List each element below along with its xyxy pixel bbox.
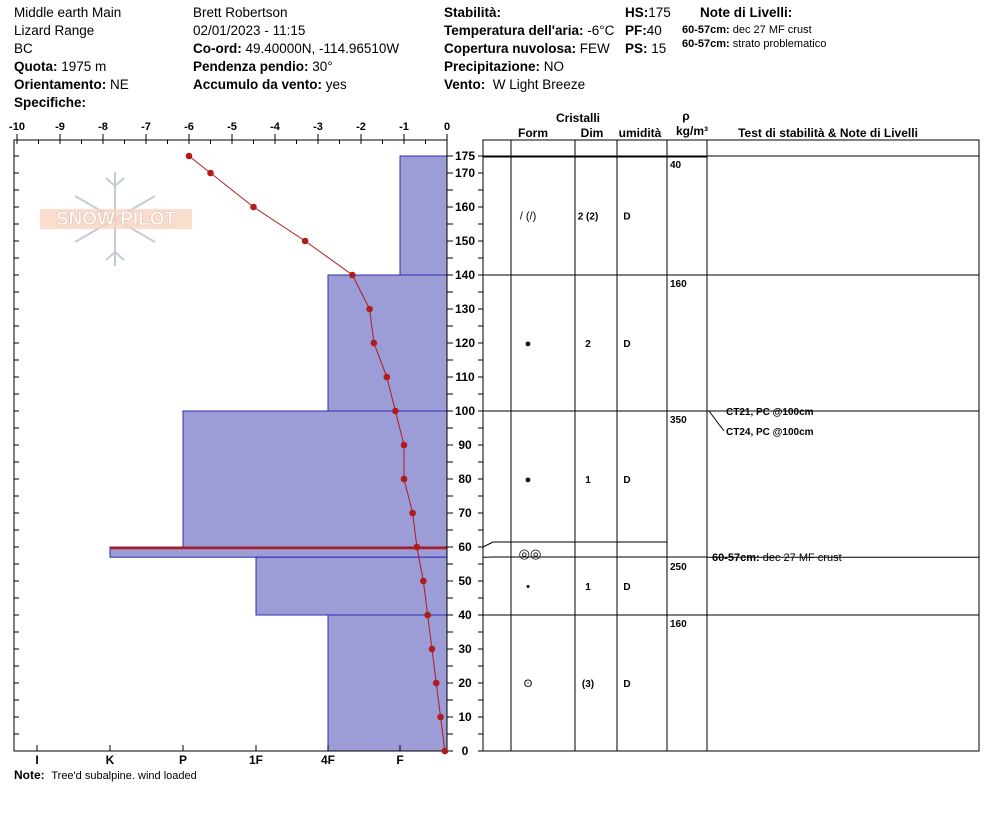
snowpilot-watermark [40, 172, 192, 266]
precip-label: Precipitazione: [444, 59, 541, 74]
rho-header: ρ [682, 109, 690, 123]
hardness-bar [183, 411, 447, 547]
grain-size: (3) [581, 679, 595, 690]
hardness-tick-label: 1F [248, 753, 264, 767]
height-tick-label: 110 [455, 370, 475, 384]
temp-tick-label: -1 [399, 121, 409, 133]
height-tick-label: 140 [454, 268, 476, 282]
height-tick-label: 10 [458, 710, 472, 724]
elevation-label: Quota: [14, 59, 58, 74]
wind-value: W Light Breeze [492, 77, 586, 92]
density-value: 160 [670, 619, 687, 630]
temp-tick-label: -9 [55, 121, 65, 133]
layer-note-value: dec 27 MF crust [762, 552, 842, 564]
pf-value: 40 [646, 23, 662, 38]
footer-note [14, 766, 197, 785]
hardness-bars [110, 156, 447, 751]
height-tick-label: 0 [461, 744, 469, 758]
hs-value: 175 [648, 5, 671, 20]
temperature-point [371, 340, 378, 347]
range: Lizard Range [14, 23, 95, 38]
footer-note-label: Note: [14, 768, 45, 782]
cloud-label: Copertura nuvolosa: [444, 41, 577, 56]
ps-label: PS: [625, 41, 648, 56]
layer-table-columns [483, 140, 707, 751]
note1-key: 60-57cm: [682, 24, 730, 36]
temperature-point [384, 374, 391, 381]
height-tick-label: 80 [458, 472, 472, 486]
grain-form-symbol: ◎◎ [518, 546, 542, 561]
tests-header: Test di stabilità & Note di Livelli [738, 126, 918, 140]
temp-tick-label: -2 [356, 121, 366, 133]
air-temp-value: -6°C [587, 23, 615, 38]
moisture-value: D [623, 339, 631, 350]
moisture-header: umidità [618, 126, 662, 140]
height-tick-label: 160 [454, 200, 476, 214]
temperature-axis [9, 121, 450, 144]
temperature-point [414, 544, 421, 551]
temperature-point [392, 408, 399, 415]
temperature-point [437, 714, 444, 721]
density-value: 40 [670, 160, 682, 171]
stability-label: Stabilità: [444, 5, 502, 20]
grain-size: 1 [585, 582, 591, 594]
grain-form-symbol: • [526, 581, 530, 594]
height-tick-label: 120 [454, 336, 476, 350]
wind-loading-label: Accumulo da vento: [193, 77, 323, 92]
pf-label: PF: [625, 23, 647, 38]
observer: Brett Robertson [193, 5, 288, 20]
layer-table-rows [483, 156, 979, 690]
density-value: 250 [670, 562, 687, 573]
temp-tick-label: -8 [98, 121, 108, 133]
datetime: 02/01/2023 - 11:15 [193, 23, 306, 38]
height-tick-label: 90 [458, 438, 472, 452]
hardness-tick-label: F [396, 753, 404, 767]
height-tick-label: 170 [454, 166, 476, 180]
slope-value: 30° [312, 59, 333, 74]
specifics-label: Specifiche: [14, 95, 87, 110]
grain-form-symbol: / (/) [519, 210, 537, 223]
hardness-bar [400, 156, 447, 275]
wind-label: Vento: [444, 77, 486, 92]
temperature-point [420, 578, 427, 585]
stability-test: CT21, PC @100cm [726, 407, 814, 418]
temperature-point [424, 612, 431, 619]
grain-form-symbol: ● [524, 474, 532, 486]
temp-tick-label: -7 [141, 121, 151, 133]
layer-note [712, 552, 842, 564]
stability-tests [709, 407, 842, 564]
form-header: Form [518, 126, 548, 140]
temperature-point [186, 153, 193, 160]
temperature-point [250, 204, 257, 211]
test-pointer [709, 411, 724, 431]
temperature-point [442, 748, 449, 755]
crust-connector [483, 542, 493, 547]
layer-table-frame [483, 140, 979, 751]
hardness-bar [256, 557, 447, 615]
temperature-point [302, 238, 309, 245]
height-tick-label: 40 [458, 608, 472, 622]
grain-form-symbol: ʘ [523, 678, 533, 690]
dim-header: Dim [580, 126, 604, 140]
temp-tick-label: -4 [270, 121, 280, 133]
aspect-label: Orientamento: [14, 77, 107, 92]
cloud-value: FEW [579, 41, 610, 56]
grain-size: 1 [585, 475, 591, 486]
region: BC [14, 41, 33, 56]
note2-key: 60-57cm: [682, 38, 730, 50]
height-tick-label: 100 [454, 404, 476, 418]
hardness-tick-label: 4F [320, 753, 336, 767]
height-tick-label: 70 [458, 506, 472, 520]
density-unit-header: kg/m³ [675, 124, 709, 138]
temperature-point [401, 442, 408, 449]
note2-value: strato problematico [732, 38, 827, 50]
moisture-value: D [623, 679, 631, 690]
grain-size: 2 [585, 339, 591, 350]
temp-tick-label: 0 [443, 121, 451, 133]
height-tick-label: 60 [458, 540, 472, 554]
height-tick-label: 175 [454, 149, 476, 163]
stability-test: CT24, PC @100cm [726, 427, 814, 438]
footer-note-text: Tree'd subalpine. wind loaded [51, 770, 197, 782]
density-value: 160 [670, 279, 687, 290]
watermark-text: SNOW PILOT [55, 209, 177, 230]
temp-tick-label: -3 [313, 121, 323, 133]
precip-value: NO [543, 59, 565, 74]
height-tick-label: 130 [454, 302, 476, 316]
temperature-point [207, 170, 214, 177]
temperature-point [409, 510, 416, 517]
temperature-point [366, 306, 373, 313]
slope-label: Pendenza pendio: [193, 59, 309, 74]
coord-label: Co-ord: [193, 41, 242, 56]
height-tick-label: 30 [458, 642, 472, 656]
grain-form-symbol: ● [524, 338, 532, 350]
hardness-bar [328, 615, 447, 751]
temperature-point [429, 646, 436, 653]
temperature-point [349, 272, 356, 279]
height-tick-label: 150 [454, 234, 476, 248]
hardness-tick-label: K [105, 753, 115, 767]
location: Middle earth Main [14, 5, 122, 20]
hardness-tick-label: P [178, 753, 188, 767]
layer-note-key: 60-57cm: [712, 552, 763, 564]
hardness-bar [328, 275, 447, 411]
density-value: 350 [670, 415, 687, 426]
temp-tick-label: -6 [184, 121, 194, 133]
hardness-tick-label: I [35, 753, 39, 767]
note1-value: dec 27 MF crust [732, 24, 812, 36]
hs-label: HS: [625, 5, 649, 20]
elevation-value: 1975 m [61, 59, 107, 74]
moisture-value: D [623, 582, 631, 594]
grain-size: 2 (2) [577, 211, 599, 223]
wind-loading-value: yes [325, 77, 347, 92]
height-tick-label: 50 [458, 574, 472, 588]
air-temp-label: Temperatura dell'aria: [444, 23, 584, 38]
moisture-value: D [623, 475, 631, 486]
coord-value: 49.40000N, -114.96510W [245, 41, 400, 56]
height-tick-label: 20 [458, 676, 472, 690]
temperature-point [401, 476, 408, 483]
notes-title: Note di Livelli: [700, 5, 793, 20]
ps-value: 15 [651, 41, 667, 56]
crystals-header: Cristalli [555, 111, 601, 125]
temp-tick-label: -5 [227, 121, 237, 133]
temperature-point [433, 680, 440, 687]
aspect-value: NE [110, 77, 129, 92]
temp-tick-label: -10 [9, 121, 25, 133]
moisture-value: D [623, 211, 631, 223]
